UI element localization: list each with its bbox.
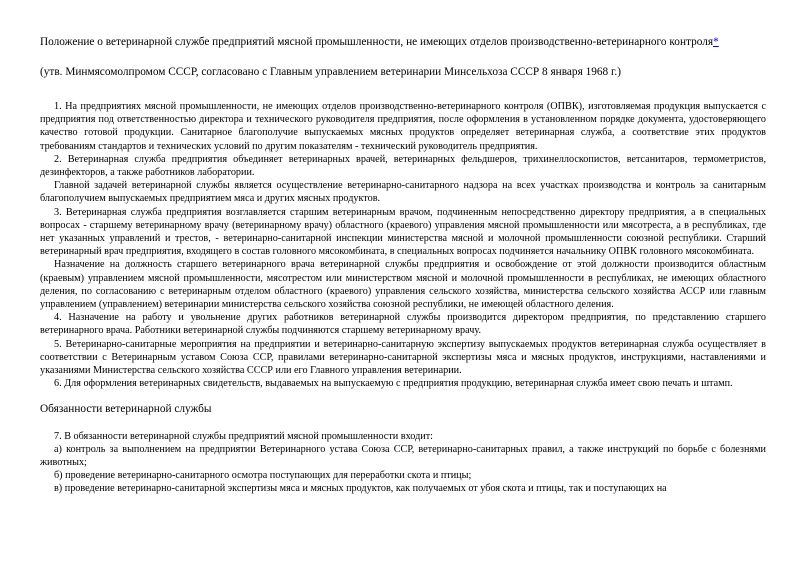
paragraph: Главной задачей ветеринарной службы является осуществление ветеринарно-санитарного надзора на всех участках производства и контроль за санитарным благополучием выпускаемых предприятием мяса и других мясных продуктов. [40,180,766,205]
document-title-text: Положение о ветеринарной службе предприятий мясной промышленности, не имеющих отделов производственно-ветеринарного контроля [40,36,714,48]
approval-note: (утв. Минмясомолпромом СССР, согласовано с Главным управлением ветеринарии Минсельхоза СССР 8 января 1968 г.) [40,66,621,78]
document-body [40,100,766,496]
paragraph: 2. Ветеринарная служба предприятия объединяет ветеринарных врачей, ветеринарных фельдшеров, трихинеллоскопистов, ветсанитаров, термометристов, дезинфекторов, а также работников лаборатории. [40,153,766,179]
list-item: б) проведение ветеринарно-санитарного осмотра поступающих для переработки скота и птицы; [54,470,472,482]
paragraph: 7. В обязанности ветеринарной службы предприятий мясной промышленности входит: [54,430,434,442]
paragraph: 1. На предприятиях мясной промышленности, не имеющих отделов производственно-ветеринарного контроля (ОПВК), изготовляемая продукция выпускается с предприятия под ответственностью директора и технического руководителя предприятия, после оформления в установленном порядке документа, удостоверяющего качество готовой продукции. Санитарное благополучие выпускаемых мясных продуктов определяет ветеринарная служба, а соответствие этих продуктов требованиям стандартов и технических условий по другим показателям - технический руководитель предприятия. [40,101,766,152]
list-item: в) проведение ветеринарно-санитарной экспертизы мяса и мясных продуктов, как получаемых от убоя скота и птицы, так и поступающих на [54,483,667,495]
paragraph: Назначение на должность старшего ветеринарного врача ветеринарной службы предприятия и освобождение от этой должности производится областным (краевым) управлением мясной промышленности, мясотрестом или министерством мясной и молочной промышленности в республиках, не имеющих областного деления, по согласованию с ветеринарным отделом областного (краевого) управления сельского хозяйства, министерства сельского хозяйства АССР или главным управлением (управлением) ветеринарии министерства сельского хозяйства союзной республики, не имеющей областного деления. [40,259,766,311]
section-heading: Обязанности ветеринарной службы [40,403,212,416]
paragraph: 6. Для оформления ветеринарных свидетельств, выдаваемых на выпускаемую с предприятия продукцию, ветеринарная служба имеет свою печать и штамп. [54,378,733,390]
list-item: а) контроль за выполнением на предприятии Ветеринарного устава Союза ССР, ветеринарно-санитарных правил, а также инструкций по борьбе с болезнями животных; [40,443,766,469]
paragraph: 4. Назначение на работу и увольнение других работников ветеринарной службы производится директором предприятия, по представлению старшего ветеринарного врача. Работники ветеринарной службы подчиняются старшему ветеринарному врачу. [40,312,766,337]
document-title [40,36,766,49]
footnote-link[interactable]: * [713,36,719,48]
paragraph: 3. Ветеринарная служба предприятия возглавляется старшим ветеринарным врачом, подчиненным непосредственно директору предприятия, а в специальных вопросах - старшему ветеринарному врачу (ветеринарному врачу) областного (краевого) управления мясной промышленности или мясотреста, а в республиках, где нет указанных управлений и трестов, - ветеринарно-санитарной инспекции министерства мясной и молочной промышленности союзной республики. Старший ветеринарный врач предприятия, входящего в состав головного мясокомбината, в специальных вопросах подчиняется начальнику ОПВК головного мясокомбината. [40,206,766,258]
paragraph: 5. Ветеринарно-санитарные мероприятия на предприятии и ветеринарно-санитарную экспертизу выпускаемых продуктов ветеринарная служба осуществляет в соответствии с Ветеринарным уставом Союза ССР, правилами ветеринарно-санитарной экспертизы мяса и мясных продуктов, инструкциями, наставлениями и указаниями Министерства сельского хозяйства СССР или его Главного управления ветеринарии. [40,338,766,377]
